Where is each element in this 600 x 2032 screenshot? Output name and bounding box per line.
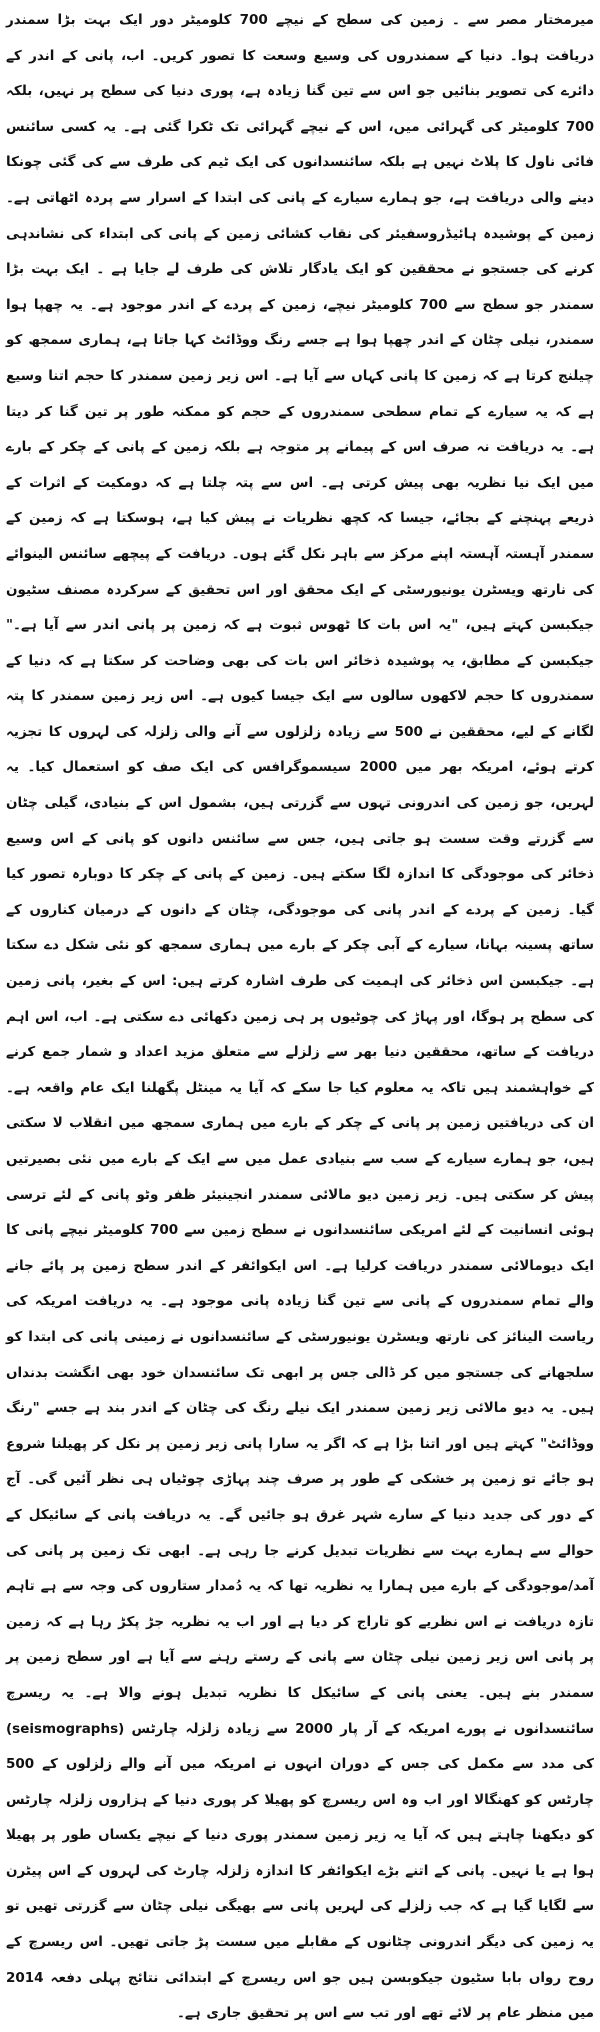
article-body: میرمختار مصر سے ۔ زمین کی سطح کے نیچے 700 کلومیٹر دور ایک بہت بڑا سمندر دریافت ہوا۔ دنیا کے سمندروں کی وسیع وسعت کا تصور کریں۔ اب، پانی کے اندر کے دائرے کی تصویر بنائیں جو اس سے تین گنا زیادہ ہے، پوری دنیا کی سطح پر نہیں، بلکہ 700 کلومیٹر کی گہرائی میں، اس کے نیچے گہرائی تک ٹکرا گئی ہے۔ یہ کسی سائنس فائی ناول کا پلاٹ نہیں ہے بلکہ سائنسدانوں کی ایک ٹیم کی طرف سے کی گئی چونکا دینے والی دریافت ہے، جو ہمارے سیارے کے پانی کی ابتدا کے اسرار سے پردہ اٹھاتی ہے۔ زمین کے پوشیدہ ہائیڈروسفیئر کی نقاب کشائی زمین کے پانی کی ابتداء کی نشاندہی کرنے کی جستجو نے محققین کو ایک یادگار تلاش کی طرف لے جایا ہے ۔ ایک بہت بڑا سمندر جو سطح سے 700 کلومیٹر نیچے، زمین کے پردے کے اندر موجود ہے۔ یہ چھپا ہوا سمندر، نیلی چٹان کے اندر چھپا ہوا ہے جسے رنگ ووڈائٹ کہا جاتا ہے، ہماری سمجھ کو چیلنج کرتا ہے کہ زمین کا پانی کہاں سے آیا ہے۔ اس زیر زمین سمندر کا حجم اتنا وسیع ہے کہ یہ سیارے کے تمام سطحی سمندروں کے حجم کو ممکنہ طور پر تین گنا کر دیتا ہے۔ یہ دریافت نہ صرف اس کے پیمانے پر متوجہ ہے بلکہ زمین کے پانی کے چکر کے بارے میں ایک نیا نظریہ بھی پیش کرتی ہے۔ اس سے پتہ چلتا ہے کہ دومکیت کے اثرات کے ذریعے پہنچنے کے بجائے، جیسا کہ کچھ نظریات نے پیش کیا ہے، ہوسکتا ہے کہ زمین کے سمندر آہستہ آہستہ اپنے مرکز سے باہر نکل گئے ہوں۔ دریافت کے پیچھے سائنس الینوائے کی نارتھ ویسٹرن یونیورسٹی کے ایک محقق اور اس تحقیق کے سرکردہ مصنف سٹیون جیکبسن کہتے ہیں، "یہ اس بات کا ٹھوس ثبوت ہے کہ زمین پر پانی اندر سے آیا ہے۔" جیکبسن کے مطابق، یہ پوشیدہ ذخائر اس بات کی بھی وضاحت کر سکتا ہے کہ دنیا کے سمندروں کا حجم لاکھوں سالوں سے ایک جیسا کیوں ہے۔ اس زیر زمین سمندر کا پتہ لگانے کے لیے، محققین نے 500 سے زیادہ زلزلوں سے آنے والی زلزلہ کی لہروں کا تجزیہ کرتے ہوئے، امریکہ بھر میں 2000 سیسموگرافس کی ایک صف کو استعمال کیا۔ یہ لہریں، جو زمین کی اندرونی تہوں سے گزرتی ہیں، بشمول اس کے بنیادی، گیلی چٹان سے گزرتے وقت سست ہو جاتی ہیں، جس سے سائنس دانوں کو پانی کے اس وسیع ذخائر کی موجودگی کا اندازہ لگا سکتے ہیں۔ زمین کے پانی کے چکر کا دوبارہ تصور کیا گیا۔ زمین کے پردے کے اندر پانی کی موجودگی، چٹان کے دانوں کے درمیان کناروں کے ساتھ پسینہ بہانا، سیارے کے آبی چکر کے بارے میں ہماری سمجھ کو نئی شکل دے سکتا ہے۔ جیکبسن اس ذخائر کی اہمیت کی طرف اشارہ کرتے ہیں: اس کے بغیر، پانی زمین کی سطح پر ہوگا، اور پہاڑ کی چوٹیوں پر ہی زمین دکھائی دے سکتی ہے۔ اب، اس اہم دریافت کے ساتھ، محققین دنیا بھر سے زلزلے سے متعلق مزید اعداد و شمار جمع کرنے کے خواہشمند ہیں تاکہ یہ معلوم کیا جا سکے کہ آیا یہ مینٹل پگھلنا ایک عام واقعہ ہے۔ ان کی دریافتیں زمین پر پانی کے چکر کے بارے میں ہماری سمجھ میں انقلاب لا سکتی ہیں، جو ہمارے سیارے کے سب سے بنیادی عمل میں سے ایک کے بارے میں نئی بصیرتیں پیش کر سکتی ہیں۔ زیر زمین دیو مالائی سمندر انجینیئر ظفر وٹو پانی کے لئے ترسی ہوئی انسانیت کے لئے امریکی سائنسدانوں نے سطح زمین سے 700 کلومیٹر نیچے پانی کا ایک دیومالائی سمندر دریافت کرلیا ہے۔ اس ایکوائفر کے اندر سطح زمین پر پائے جانے والے تمام سمندروں کے پانی سے تین گنا زیادہ پانی موجود ہے۔ یہ دریافت امریکہ کی ریاست الینائز کی نارتھ ویسٹرن یونیورسٹی کے سائنسدانوں نے زمینی پانی کی ابتدا کو سلجھانے کی جستجو میں کر ڈالی جس پر ابھی تک سائنسدان خود بھی انگشت بدنداں ہیں۔ یہ دیو مالائی زیر زمین سمندر ایک نیلے رنگ کی چٹان کے اندر بند ہے جسے "رنگ ووڈائٹ" کہتے ہیں اور اتنا بڑا ہے کہ اگر یہ سارا پانی زیر زمین پر نکل کر پھیلنا شروع ہو جائے تو زمین پر خشکی کے طور پر صرف چند پہاڑی چوٹیاں ہی نظر آئیں گی۔ آج کے دور کی جدید دنیا کے سارے شہر غرق ہو جائیں گے۔ یہ دریافت پانی کے سائیکل کے حوالے سے ہمارے بہت سے نظریات تبدیل کرنے جا رہی ہے۔ ابھی تک زمین پر پانی کی آمد/موجودگی کے بارے میں ہمارا یہ نظریہ تھا کہ یہ دُمدار ستاروں کی وجہ سے ہے تاہم تازہ دریافت نے اس نظریے کو تاراج کر دیا ہے اور اب یہ نظریہ جڑ پکڑ رہا ہے کہ زمین پر پانی اس زیر زمین نیلی چٹان سے پانی کے رستے رہنے سے آیا ہے اور سطح زمین پر سمندر بنے ہیں۔ یعنی پانی کے سائیکل کا نظریہ تبدیل ہونے والا ہے۔ یہ ریسرچ سائنسدانوں نے پورے امریکہ کے آر پار 2000 سے زیادہ زلزلہ چارٹس (seismographs) کی مدد سے مکمل کی جس کے دوران انہوں نے امریکہ میں آنے والے زلزلوں کے 500 چارٹس کو کھنگالا اور اب وہ اس ریسرچ کو پھیلا کر پوری دنیا کے ہزاروں زلزلہ چارٹس کو دیکھنا چاہتے ہیں کہ آیا یہ زیر زمین سمندر پوری دنیا کے نیچے یکساں طور پر پھیلا ہوا ہے یا نہیں۔ پانی کے اتنے بڑے ایکوائفر کا اندازہ زلزلہ چارٹ کی لہروں کے اس پیٹرن سے لگایا گیا ہے کہ جب زلزلے کی لہریں پانی سے بھیگی نیلی چٹان سے گزرتی تھیں تو یہ زمین کی دیگر اندرونی چٹانوں کے مقابلے میں سست پڑ جاتی تھیں۔ اس ریسرچ کے روح رواں بابا سٹیون جیکوبسن ہیں جو اس ریسرچ کے ابتدائی نتائج پہلی دفعہ 2014 میں منظر عام پر لائے تھے اور تب سے اس پر تحقیق جاری ہے۔ bbox=[6, 12, 595, 2022]
